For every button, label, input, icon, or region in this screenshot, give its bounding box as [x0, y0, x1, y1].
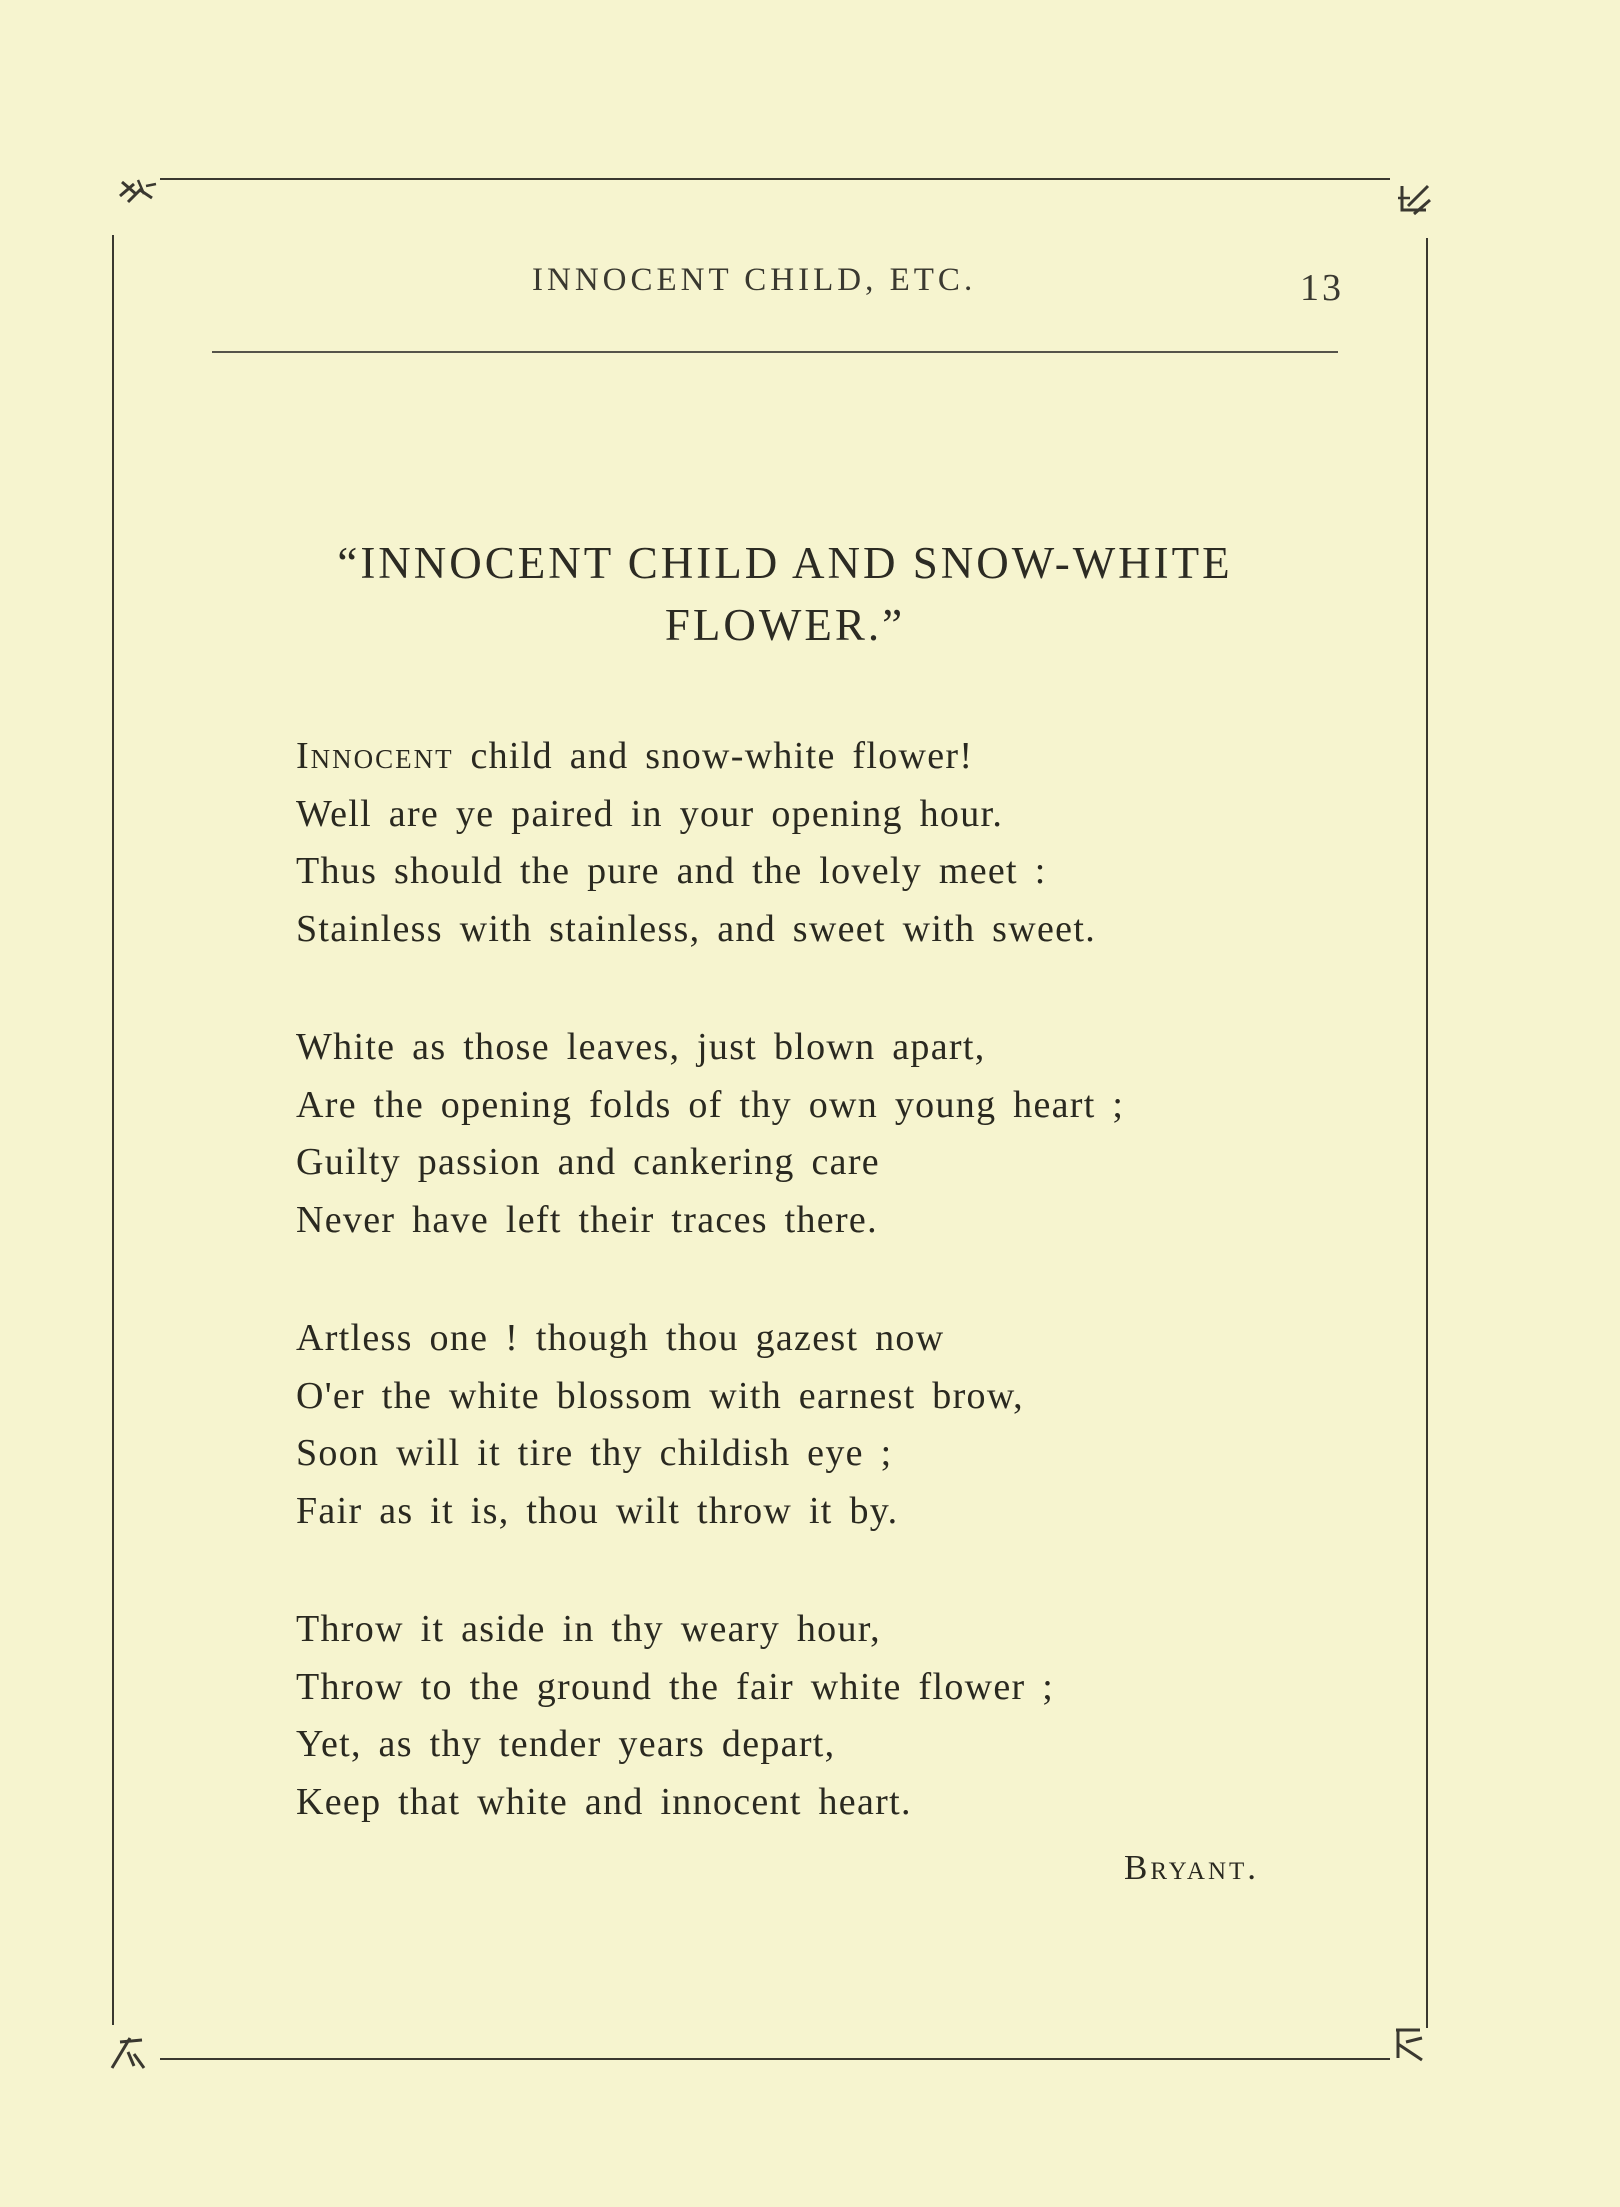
- poem-line: Never have left their traces there.: [296, 1198, 878, 1241]
- stanza-4: [296, 1601, 1054, 1831]
- page-number: 13: [1300, 267, 1344, 309]
- poem-line: Throw it aside in thy weary hour,: [296, 1608, 881, 1650]
- frame-bottom-rule: [160, 2058, 1390, 2060]
- stanza-1: [296, 728, 1096, 958]
- corner-ornament-icon: [116, 172, 162, 218]
- frame-left-rule: [112, 235, 114, 2025]
- poem-line: Fair as it is, thou wilt throw it by.: [296, 1489, 899, 1532]
- poem-line: Keep that white and innocent heart.: [296, 1780, 912, 1823]
- running-title: INNOCENT CHILD, ETC.: [532, 262, 977, 298]
- frame-right-rule: [1426, 238, 1428, 2028]
- frame-top-rule: [160, 178, 1390, 180]
- corner-ornament-icon: [1392, 180, 1438, 226]
- corner-ornament-icon: [104, 2028, 150, 2074]
- poem-line: Innocent child and snow-white flower!: [296, 735, 974, 777]
- poem-title-line-1: “INNOCENT CHILD AND SNOW-WHITE: [337, 538, 1233, 588]
- poem-line: White as those leaves, just blown apart,: [296, 1026, 986, 1068]
- poem-line: Are the opening folds of thy own young heart ;: [296, 1083, 1125, 1126]
- poem-line: O'er the white blossom with earnest brow,: [296, 1374, 1024, 1417]
- stanza-3: [296, 1310, 1024, 1540]
- stanza-2: [296, 1019, 1124, 1249]
- corner-ornament-icon: [1386, 2022, 1432, 2068]
- first-word-small-caps: Innocent: [296, 735, 454, 777]
- poem-title: [212, 532, 1338, 656]
- poem-line: Yet, as thy tender years depart,: [296, 1723, 836, 1765]
- poem-line: Artless one ! though thou gazest now: [296, 1317, 945, 1359]
- poem-line: Stainless with stainless, and sweet with sweet.: [296, 907, 1097, 950]
- header-rule: [212, 351, 1338, 353]
- poem-title-line-2: FLOWER.”: [664, 600, 906, 650]
- poem-line: Throw to the ground the fair white flower ;: [296, 1665, 1055, 1708]
- poem-line: Soon will it tire thy childish eye ;: [296, 1432, 893, 1474]
- poem-line: Well are ye paired in your opening hour.: [296, 792, 1004, 835]
- poem-line: Thus should the pure and the lovely meet :: [296, 850, 1047, 892]
- poem-line: Guilty passion and cankering care: [296, 1141, 880, 1183]
- poem-author: Bryant.: [1124, 1848, 1260, 1887]
